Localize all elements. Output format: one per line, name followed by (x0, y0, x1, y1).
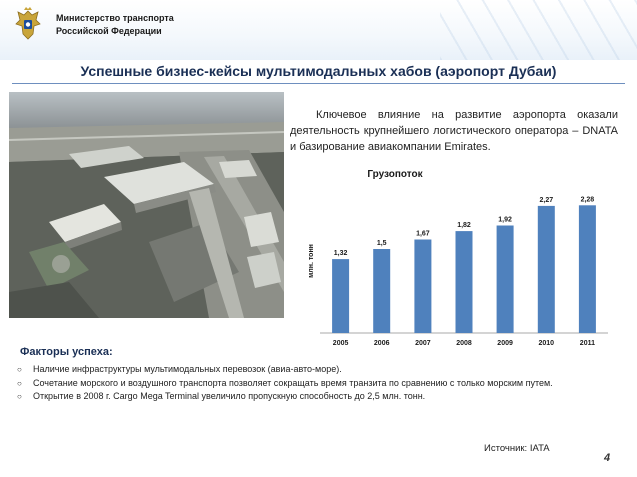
chart-bar-2011 (579, 205, 596, 333)
factor-text: Сочетание морского и воздушного транспорта позволяет сокращать время транзита по сравнению с только морским путем. (33, 377, 553, 388)
cargo-chart (300, 165, 620, 355)
bullet-circle-icon: ○ (17, 392, 22, 401)
title-divider (12, 83, 625, 84)
intro-paragraph: Ключевое влияние на развитие аэропорта оказали деятельность крупнейшего логистического оператора – DNATA и базирование авиакомпании Emirates. (290, 109, 618, 153)
double-headed-eagle-emblem-icon (14, 6, 42, 42)
airport-aerial-photo (9, 92, 284, 318)
chart-bar-2005 (332, 259, 349, 333)
slide-title: Успешные бизнес-кейсы мультимодальных хабов (аэропорт Дубаи) (80, 63, 557, 79)
chart-x-tick-label: 2006 (373, 340, 390, 347)
chart-bar-2006 (373, 249, 390, 333)
page-number: 4 (604, 452, 611, 464)
chart-x-tick-label: 2007 (415, 340, 431, 347)
success-factors-list (14, 364, 624, 405)
chart-bar-2009 (497, 226, 514, 334)
chart-bar-2007 (414, 240, 431, 334)
chart-x-tick-label: 2011 (579, 340, 595, 347)
ministry-line-2: Российской Федерации (56, 26, 162, 36)
chart-x-tick-label: 2010 (538, 340, 555, 347)
list-item (14, 364, 624, 376)
list-item (14, 378, 624, 390)
chart-data-label: 1,32 (333, 250, 348, 258)
bullet-circle-icon: ○ (17, 365, 22, 374)
chart-x-tick-label: 2009 (497, 340, 513, 347)
chart-bar-2010 (538, 206, 555, 333)
chart-data-label: 1,67 (416, 230, 430, 238)
chart-data-label: 1,5 (376, 240, 387, 247)
chart-data-label: 1,82 (457, 222, 471, 230)
chart-y-axis-label: млн. тонн (308, 244, 315, 278)
bullet-circle-icon: ○ (17, 378, 22, 388)
header-decoration (440, 0, 637, 60)
ministry-line-1: Министерство транспорта (56, 13, 174, 23)
success-factors-heading: Факторы успеха: (20, 346, 113, 358)
chart-x-tick-label: 2008 (456, 340, 472, 347)
chart-bar-2008 (456, 231, 473, 333)
chart-data-label: 2,27 (539, 196, 554, 204)
chart-x-tick-label: 2005 (332, 340, 349, 347)
source-note: Источник: IATA (484, 443, 550, 454)
chart-data-label: 2,28 (580, 196, 595, 204)
ministry-name (56, 12, 174, 38)
factor-text: Открытие в 2008 г. Cargo Mega Terminal увеличило пропускную способность до 2,5 млн. тонн. (33, 391, 426, 401)
chart-title: Грузопоток (367, 169, 423, 180)
factor-text: Наличие инфраструктуры мультимодальных перевозок (авиа-авто-море). (33, 364, 342, 374)
chart-data-label: 1,92 (498, 216, 512, 224)
list-item (14, 391, 624, 403)
